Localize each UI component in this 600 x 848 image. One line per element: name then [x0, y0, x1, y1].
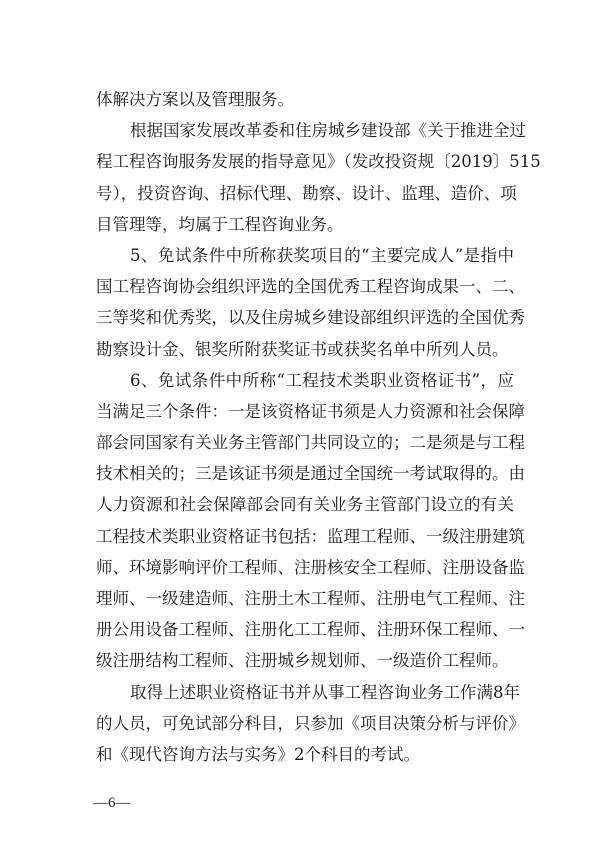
body-text — [96, 84, 541, 770]
text-line: 级注册结构工程师、注册城乡规划师、一级造价工程师。 — [96, 651, 509, 671]
text-line: 人力资源和社会保障部会同有关业务主管部门设立的有关 — [96, 495, 514, 515]
text-line: 技术相关的；三是该证书须是通过全国统一考试取得的。由 — [96, 464, 525, 484]
text-line: 号），投资咨询、招标代理、勘察、设计、监理、造价、项 — [96, 183, 517, 203]
text-line: 程工程咨询服务发展的指导意见》（发改投资规〔2019〕515 — [96, 152, 541, 172]
text-line: 取得上述职业资格证书并从事工程咨询业务工作满8年 — [130, 682, 520, 702]
text-line: 当满足三个条件：一是该资格证书须是人力资源和社会保障 — [96, 401, 525, 421]
text-line: 册公用设备工程师、注册化工工程师、注册环保工程师、一 — [96, 620, 525, 640]
text-line: 三等奖和优秀奖，以及住房城乡建设部组织评选的全国优秀 — [96, 308, 525, 328]
text-line: 工程技术类职业资格证书包括：监理工程师、一级注册建筑 — [96, 526, 525, 546]
text-line: 的人员，可免试部分科目，只参加《项目决策分析与评价》 — [96, 713, 525, 733]
text-line: 根据国家发展改革委和住房城乡建设部《关于推进全过 — [130, 121, 526, 141]
page-number: —6— — [93, 795, 131, 811]
text-line: 和《现代咨询方法与实务》2个科目的考试。 — [96, 744, 420, 764]
text-line: 理师、一级建造师、注册土木工程师、注册电气工程师、注 — [96, 589, 525, 608]
text-line: 6、免试条件中所称“工程技术类职业资格证书”，应 — [130, 370, 514, 390]
text-line: 勘察设计金、银奖所附获奖证书或获奖名单中所列人员。 — [96, 339, 509, 359]
text-line: 体解决方案以及管理服务。 — [96, 90, 294, 109]
text-line: 师、环境影响评价工程师、注册核安全工程师、注册设备监 — [96, 557, 525, 577]
text-line: 国工程咨询协会组织评选的全国优秀工程咨询成果一、二、 — [96, 277, 525, 297]
text-line: 5、免试条件中所称获奖项目的“主要完成人”是指中 — [130, 245, 514, 265]
text-line: 部会同国家有关业务主管部门共同设立的；二是须是与工程 — [96, 433, 525, 453]
text-line: 目管理等，均属于工程咨询业务。 — [96, 214, 344, 234]
